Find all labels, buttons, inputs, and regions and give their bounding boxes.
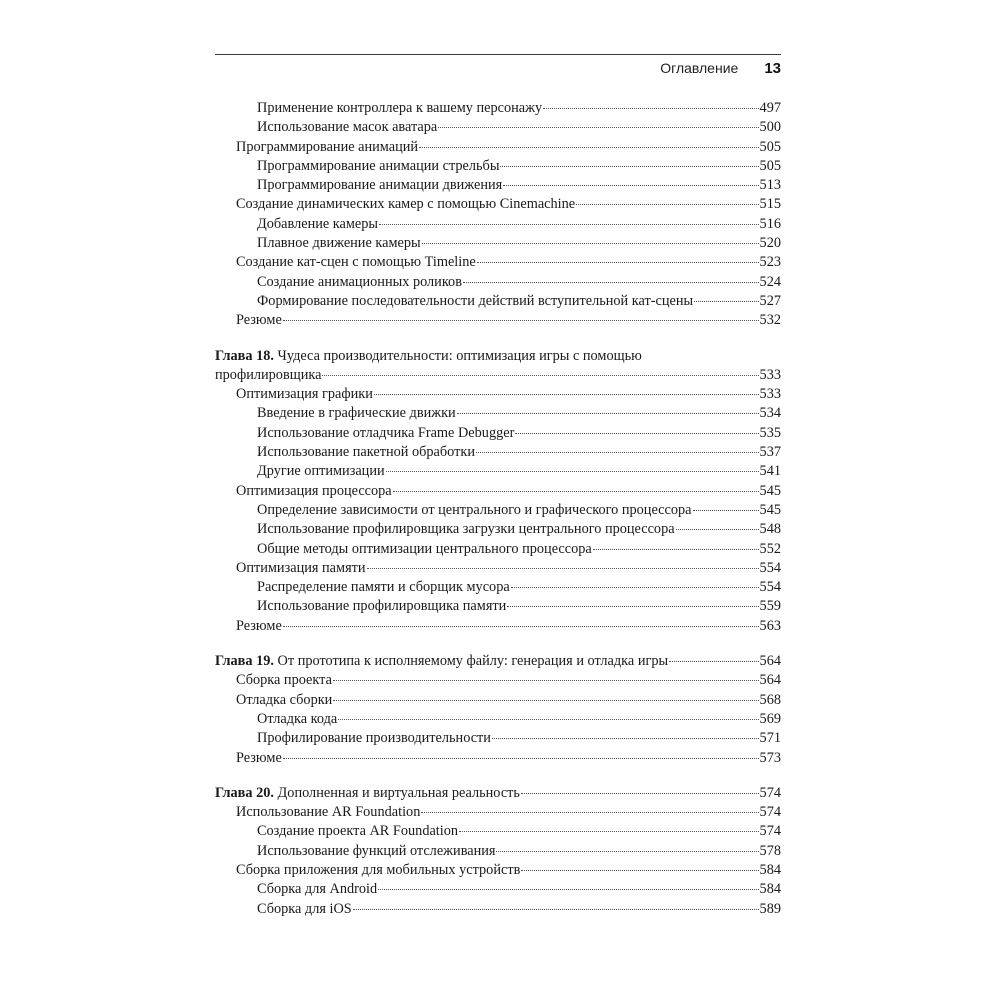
- entry-title: Плавное движение камеры: [257, 235, 421, 252]
- entry-title: Программирование анимаций: [236, 138, 419, 155]
- toc-subsection[interactable]: [215, 842, 781, 861]
- running-header-title: Оглавление: [660, 60, 739, 76]
- dot-leader: [283, 758, 759, 759]
- dot-leader: [477, 262, 759, 263]
- dot-leader: [500, 166, 758, 167]
- dot-leader: [379, 224, 759, 225]
- entry-page: 527: [759, 292, 781, 309]
- toc-subsection[interactable]: [215, 424, 781, 443]
- entry-page: 513: [759, 177, 781, 194]
- entry-title: Резюме: [236, 312, 282, 329]
- entry-page: 571: [759, 730, 781, 747]
- dot-leader: [693, 510, 759, 511]
- entry-title: Создание проекта AR Foundation: [257, 823, 459, 840]
- dot-leader: [353, 909, 759, 910]
- entry-title: Использование отладчика Frame Debugger: [257, 424, 515, 441]
- dot-leader: [543, 108, 758, 109]
- entry-page: 516: [759, 215, 781, 232]
- entry-page: 520: [759, 235, 781, 252]
- entry-title: Резюме: [236, 749, 282, 766]
- entry-title: Использование пакетной обработки: [257, 444, 475, 461]
- entry-title: Отладка сборки: [236, 691, 333, 708]
- entry-title: Другие оптимизации: [257, 463, 385, 480]
- chapter-title-continued[interactable]: [215, 366, 781, 385]
- entry-page: 569: [759, 710, 781, 727]
- toc-group: [215, 347, 781, 636]
- entry-page: 563: [759, 617, 781, 634]
- entry-page: 545: [759, 482, 781, 499]
- chapter-title-text: профилировщика: [215, 366, 322, 383]
- entry-title: Использование AR Foundation: [236, 804, 421, 821]
- entry-title: Сборка проекта: [236, 672, 332, 689]
- toc-subsection[interactable]: [215, 176, 781, 195]
- toc-subsection[interactable]: [215, 404, 781, 423]
- entry-page: 554: [759, 579, 781, 596]
- chapter-label: Глава 19.: [215, 653, 274, 670]
- entry-page: 552: [759, 540, 781, 557]
- entry-page: 554: [759, 559, 781, 576]
- entry-page: 524: [759, 273, 781, 290]
- toc-section[interactable]: [215, 138, 781, 157]
- chapter-title-wrap: [215, 652, 668, 671]
- toc-subsection[interactable]: [215, 215, 781, 234]
- entry-title: Оптимизация процессора: [236, 482, 392, 499]
- toc-section[interactable]: [215, 311, 781, 330]
- toc-subsection[interactable]: [215, 520, 781, 539]
- toc-subsection[interactable]: [215, 540, 781, 559]
- dot-leader: [393, 491, 759, 492]
- entry-page: 500: [759, 119, 781, 136]
- entry-title: Использование масок аватара: [257, 119, 438, 136]
- entry-title: Оптимизация памяти: [236, 559, 366, 576]
- entry-page: 505: [759, 138, 781, 155]
- entry-page: 548: [759, 521, 781, 538]
- dot-leader: [496, 851, 758, 852]
- toc-subsection[interactable]: [215, 710, 781, 729]
- toc-subsection[interactable]: [215, 273, 781, 292]
- toc-subsection[interactable]: [215, 234, 781, 253]
- chapter-title[interactable]: [215, 652, 781, 671]
- chapter-title-wrap: [215, 784, 520, 803]
- toc-subsection[interactable]: [215, 578, 781, 597]
- toc-subsection[interactable]: [215, 880, 781, 899]
- entry-title: Создание анимационных роликов: [257, 273, 462, 290]
- toc-section[interactable]: [215, 691, 781, 710]
- entry-page: 523: [759, 254, 781, 271]
- entry-title: Добавление камеры: [257, 215, 379, 232]
- dot-leader: [576, 204, 758, 205]
- toc-subsection[interactable]: [215, 900, 781, 919]
- entry-title: Сборка для iOS: [257, 900, 352, 917]
- toc-group: [215, 99, 781, 331]
- entry-page: 532: [759, 312, 781, 329]
- dot-leader: [507, 606, 758, 607]
- header-rule: [215, 54, 781, 55]
- entry-title: Программирование анимации движения: [257, 177, 503, 194]
- dot-leader: [419, 147, 758, 148]
- toc-section[interactable]: [215, 195, 781, 214]
- toc-subsection[interactable]: [215, 597, 781, 616]
- dot-leader: [422, 243, 759, 244]
- entry-title: Применение контроллера к вашему персонажу: [257, 100, 543, 116]
- chapter-title-text: Дополненная и виртуальная реальность: [277, 784, 520, 801]
- entry-title: Использование функций отслеживания: [257, 842, 496, 859]
- dot-leader: [669, 661, 758, 662]
- entry-page: 534: [759, 405, 781, 422]
- running-header: [215, 60, 781, 77]
- dot-leader: [463, 282, 759, 283]
- entry-page: 589: [759, 900, 781, 917]
- entry-title: Создание динамических камер с помощью Cinemachine: [236, 196, 576, 213]
- dot-leader: [378, 889, 758, 890]
- toc-subsection[interactable]: [215, 462, 781, 481]
- entry-page: 574: [759, 804, 781, 821]
- chapter-title[interactable]: [215, 784, 781, 803]
- dot-leader: [492, 738, 759, 739]
- entry-title: Резюме: [236, 617, 282, 634]
- entry-title: Распределение памяти и сборщик мусора: [257, 579, 510, 596]
- dot-leader: [438, 127, 758, 128]
- toc-section[interactable]: [215, 749, 781, 768]
- entry-page: 533: [759, 386, 781, 403]
- toc-subsection[interactable]: [215, 99, 781, 118]
- chapter-label: Глава 18.: [215, 347, 274, 364]
- toc-subsection[interactable]: [215, 729, 781, 748]
- chapter-title-text: Чудеса производительности: оптимизация игры с помощью: [277, 347, 642, 364]
- entry-title: Профилирование производительности: [257, 730, 491, 747]
- entry-page: 574: [759, 823, 781, 840]
- dot-leader: [333, 700, 758, 701]
- entry-page: 545: [759, 501, 781, 518]
- entry-page: 584: [759, 861, 781, 878]
- entry-title: Использование профилировщика памяти: [257, 598, 507, 615]
- entry-title: Программирование анимации стрельбы: [257, 157, 500, 174]
- table-of-contents: [215, 99, 781, 935]
- entry-page: 564: [759, 672, 781, 689]
- dot-leader: [421, 812, 758, 813]
- chapter-title[interactable]: [215, 347, 781, 366]
- entry-title: Использование профилировщика загрузки центрального процессора: [257, 521, 675, 538]
- entry-page: 497: [759, 100, 781, 116]
- toc-group: [215, 652, 781, 768]
- toc-group: [215, 784, 781, 919]
- entry-title: Сборка для Android: [257, 881, 378, 898]
- dot-leader: [476, 452, 759, 453]
- dot-leader: [367, 568, 759, 569]
- entry-title: Сборка приложения для мобильных устройств: [236, 861, 521, 878]
- entry-title: Введение в графические движки: [257, 405, 456, 422]
- dot-leader: [676, 529, 759, 530]
- entry-page: 559: [759, 598, 781, 615]
- entry-title: Общие методы оптимизации центрального процессора: [257, 540, 592, 557]
- dot-leader: [515, 433, 758, 434]
- dot-leader: [511, 587, 759, 588]
- toc-section[interactable]: [215, 385, 781, 404]
- chapter-title-text: От прототипа к исполняемому файлу: генерация и отладка игры: [277, 653, 669, 670]
- entry-title: Определение зависимости от центрального и графического процессора: [257, 501, 692, 518]
- chapter-page: 564: [759, 653, 781, 670]
- toc-subsection[interactable]: [215, 292, 781, 311]
- toc-subsection[interactable]: [215, 157, 781, 176]
- dot-leader: [521, 793, 759, 794]
- toc-section[interactable]: [215, 861, 781, 880]
- dot-leader: [338, 719, 758, 720]
- dot-leader: [333, 680, 759, 681]
- entry-page: 515: [759, 196, 781, 213]
- chapter-page: 574: [759, 784, 781, 801]
- entry-title: Создание кат-сцен с помощью Timeline: [236, 254, 476, 271]
- toc-section[interactable]: [215, 671, 781, 690]
- entry-page: 584: [759, 881, 781, 898]
- entry-page: 568: [759, 691, 781, 708]
- toc-section[interactable]: [215, 559, 781, 578]
- dot-leader: [283, 626, 759, 627]
- page-number: 13: [764, 60, 781, 77]
- dot-leader: [322, 375, 758, 376]
- entry-title: Отладка кода: [257, 710, 338, 727]
- dot-leader: [694, 301, 758, 302]
- entry-title: Формирование последовательности действий вступительной кат-сцены: [257, 292, 694, 309]
- toc-section[interactable]: [215, 482, 781, 501]
- entry-page: 541: [759, 463, 781, 480]
- entry-page: 535: [759, 424, 781, 441]
- dot-leader: [386, 471, 759, 472]
- toc-subsection[interactable]: [215, 501, 781, 520]
- chapter-label: Глава 20.: [215, 784, 274, 801]
- chapter-page: 533: [759, 366, 781, 383]
- dot-leader: [283, 320, 759, 321]
- entry-page: 505: [759, 157, 781, 174]
- toc-subsection[interactable]: [215, 822, 781, 841]
- entry-page: 578: [759, 842, 781, 859]
- entry-title: Оптимизация графики: [236, 386, 373, 403]
- dot-leader: [374, 394, 759, 395]
- entry-page: 537: [759, 444, 781, 461]
- dot-leader: [503, 185, 758, 186]
- dot-leader: [459, 831, 758, 832]
- dot-leader: [521, 870, 758, 871]
- toc-subsection[interactable]: [215, 118, 781, 137]
- toc-section[interactable]: [215, 253, 781, 272]
- dot-leader: [593, 549, 759, 550]
- toc-section[interactable]: [215, 617, 781, 636]
- toc-section[interactable]: [215, 803, 781, 822]
- toc-subsection[interactable]: [215, 443, 781, 462]
- entry-page: 573: [759, 749, 781, 766]
- dot-leader: [457, 413, 759, 414]
